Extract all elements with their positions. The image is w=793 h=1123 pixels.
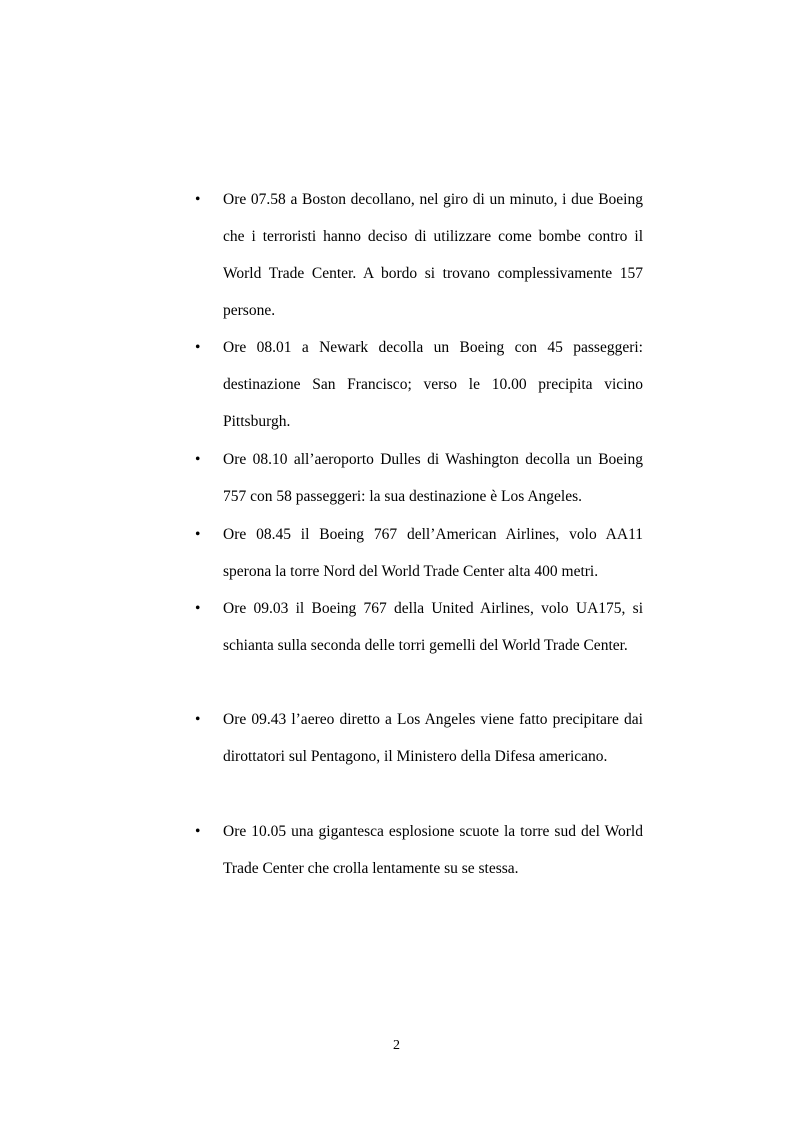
list-item-text: Ore 09.43 l’aereo diretto a Los Angeles viene fatto precipitare dai dirottatori sul Pentagono, il Ministero della Difesa americano. <box>223 711 643 765</box>
list-item-text: Ore 10.05 una gigantesca esplosione scuote la torre sud del World Trade Center che crolla lentamente su se stessa. <box>223 823 643 877</box>
bullet-icon: • <box>195 339 201 356</box>
page-number: 2 <box>393 1038 400 1053</box>
bullet-icon: • <box>195 526 201 543</box>
list-item-text: Ore 08.01 a Newark decolla un Boeing con 45 passeggeri: destinazione San Francisco; verso le 10.00 precipita vicino Pittsburgh. <box>223 339 643 430</box>
bullet-icon: • <box>195 600 201 617</box>
list-item-text: Ore 08.10 all’aeroporto Dulles di Washington decolla un Boeing 757 con 58 passeggeri: la sua destinazione è Los Angeles. <box>223 451 643 505</box>
list-item-text: Ore 08.45 il Boeing 767 dell’American Airlines, volo AA11 sperona la torre Nord del World Trade Center alta 400 metri. <box>223 526 643 580</box>
bullet-icon: • <box>195 191 201 208</box>
list-item-text: Ore 07.58 a Boston decollano, nel giro di un minuto, i due Boeing che i terroristi hanno deciso di utilizzare come bombe contro il World Trade Center. A bordo si trovano complessivamente 157 persone. <box>223 191 643 319</box>
bullet-icon: • <box>195 823 201 840</box>
bullet-icon: • <box>195 711 201 728</box>
list-item-text: Ore 09.03 il Boeing 767 della United Airlines, volo UA175, si schianta sulla seconda delle torri gemelli del World Trade Center. <box>223 600 643 654</box>
bullet-icon: • <box>195 451 201 468</box>
